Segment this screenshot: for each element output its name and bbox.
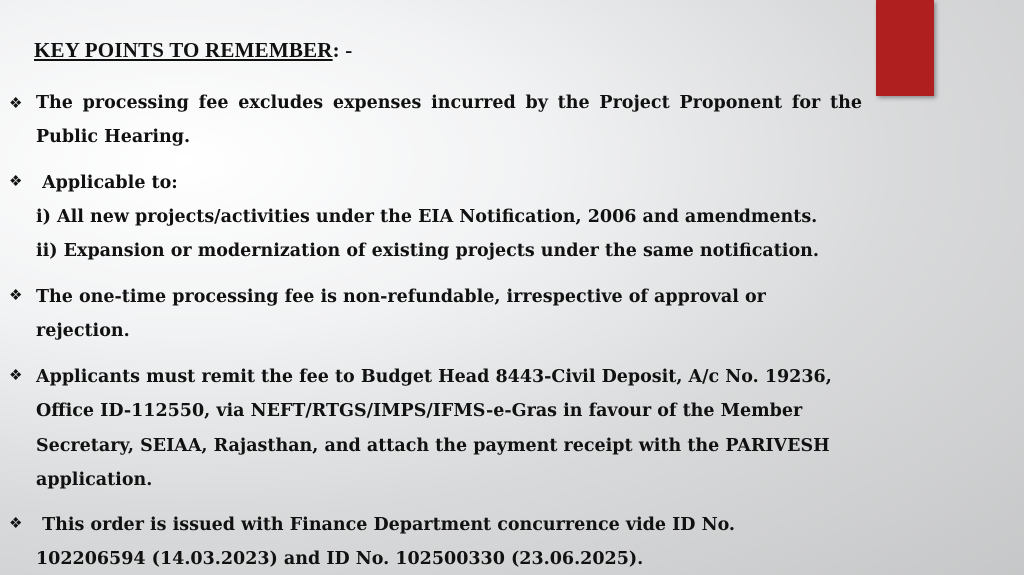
point-1-line-2: Public Hearing. [36,127,191,147]
diamond-bullet-icon: ❖ [9,286,23,304]
point-4-line-3: Secretary, SEIAA, Rajasthan, and attach the payment receipt with the PARIVESH [36,436,830,456]
point-2-line-1: Applicable to: [36,173,178,193]
title-main: KEY POINTS TO REMEMBER [34,38,333,62]
diamond-bullet-icon: ❖ [9,94,23,112]
point-2-line-2: i) All new projects/activities under the EIA Notification, 2006 and amendments. [36,207,818,227]
point-5-line-1: This order is issued with Finance Department concurrence vide ID No. [36,515,736,535]
point-1-line-1: The processing fee excludes expenses incurred by the Project Proponent for the [36,93,862,113]
red-accent-bar [876,0,934,96]
point-3-line-2: rejection. [36,321,130,341]
point-4-line-1: Applicants must remit the fee to Budget Head 8443-Civil Deposit, A/c No. 19236, [36,367,832,387]
point-4-line-2: Office ID-112550, via NEFT/RTGS/IMPS/IFMS-e-Gras in favour of the Member [36,401,803,421]
point-5-line-2: 102206594 (14.03.2023) and ID No. 102500330 (23.06.2025). [36,549,644,569]
point-3-line-1: The one-time processing fee is non-refundable, irrespective of approval or [36,287,766,307]
point-4-line-4: application. [36,470,153,490]
point-2-line-3: ii) Expansion or modernization of existing projects under the same notification. [36,241,819,261]
diamond-bullet-icon: ❖ [9,514,23,532]
slide-title [34,38,353,63]
diamond-bullet-icon: ❖ [9,366,23,384]
diamond-bullet-icon: ❖ [9,172,23,190]
title-suffix: : - [332,38,353,62]
